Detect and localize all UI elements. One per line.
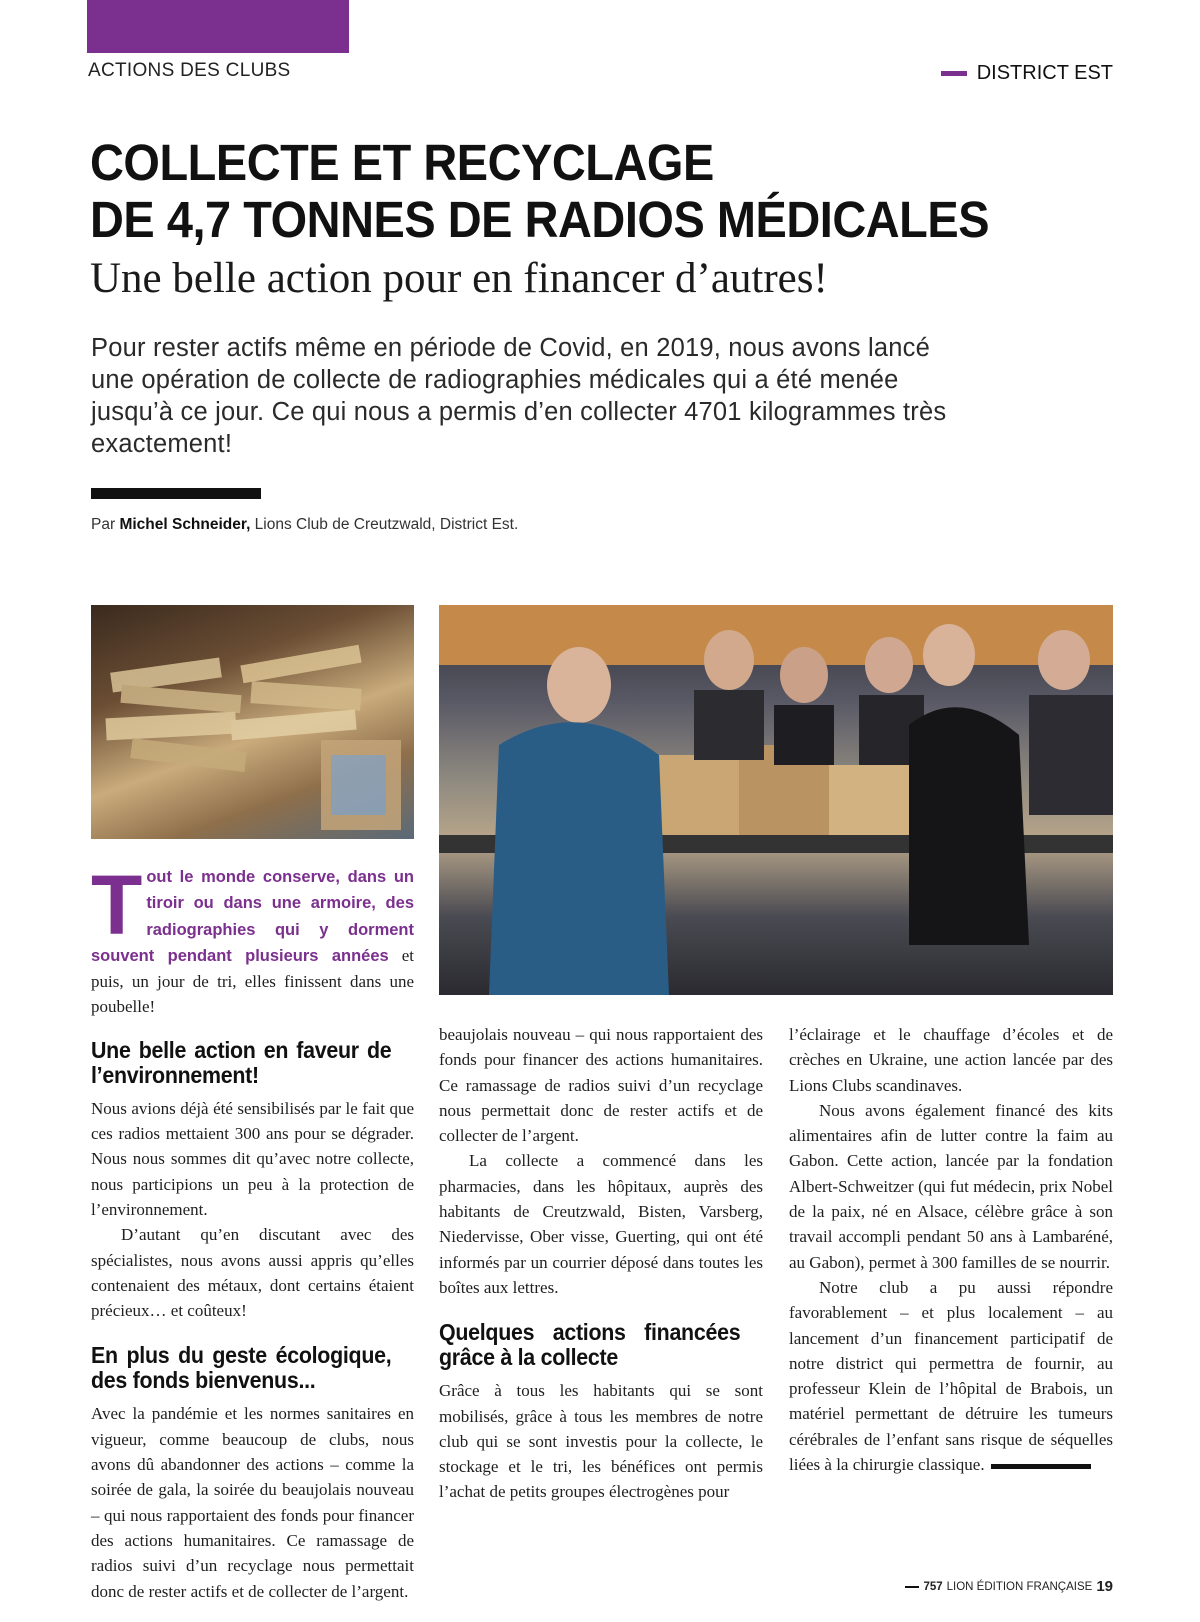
paragraph-actions-1-continued: l’éclairage et le chauffage d’écoles et de crèches en Ukraine, une action lancée par des Lions Clubs scandinaves. (789, 1025, 1113, 1095)
byline (91, 516, 518, 534)
article-title (90, 134, 1047, 248)
district-text: DISTRICT EST (976, 62, 1113, 84)
page-number: 19 (1096, 1578, 1113, 1595)
paragraph-collecte: La collecte a commencé dans les pharmacies, dans les hôpitaux, auprès des habitants de Creutzwald, Bisten, Varsberg, Niedervisse, Ober visse, Guerting, qui ont été informés par un courrier déposé dans toutes les boîtes aux lettres. (439, 1151, 763, 1297)
column-right (789, 1022, 1113, 1477)
photo-stacked-xrays (91, 605, 414, 839)
page-footer (905, 1578, 1113, 1595)
paragraph-actions-3-text: Notre club a pu aussi répondre favorablement – et plus localement – au lancement d’un financement participatif de notre district qui permettra de fournir, au professeur Klein de l’hôpital de Brabois, un matériel permettant de détruire les tumeurs cérébrales de l’enfant sans risque de séquelles liées à la chirurgie classique. (789, 1277, 1113, 1475)
intro-rest: et puis, un jour de tri, elles finissent dans une poubelle! (91, 945, 414, 1017)
byline-author: Michel Schneider, (119, 516, 251, 533)
heading-actions: Quelques actions financées grâce à la collecte (439, 1319, 741, 1371)
byline-club: Lions Club de Creutzwald, District Est. (250, 516, 519, 533)
district-label (941, 62, 1113, 85)
footer-dash (905, 1586, 919, 1588)
column-left (91, 858, 414, 1601)
heading-environment: Une belle action en faveur de l’environnement! (91, 1036, 392, 1088)
xray-stack-illustration (91, 605, 414, 839)
article-chapo: Pour rester actifs même en période de Covid, en 2019, nous avons lancé une opération de collecte de radiographies médicales qui a été menée jusqu’à ce jour. Ce qui nous a permis d’en collecter 4701 kilogrammes très exactement! (91, 334, 947, 458)
column-middle (439, 1022, 763, 1505)
paragraph-env-2: D’autant qu’en discutant avec des spécialistes, nous avons aussi appris qu’elles contenaient des métaux, dont certains étaient précieux… et coûteux! (91, 1225, 414, 1321)
byline-prefix: Par (91, 516, 120, 533)
paragraph-actions-1: Grâce à tous les habitants qui se sont mobilisés, grâce à tous les membres de notre club qui se sont investis pour la collecte, le stockage et le tri, les bénéfices ont permis l’achat de petits groupes électrogènes pour (439, 1381, 763, 1502)
paragraph-funds-continued: beaujolais nouveau – qui nous rapportaient des fonds pour financer des actions humanitaires. Ce ramassage de radios suivi d’un recyclage nous permettait donc de rester actifs et de collecter de l’argent. (439, 1025, 763, 1146)
footer-issue: 757 (923, 1580, 943, 1593)
photo-club-members (439, 605, 1113, 995)
heading-funds: En plus du geste écologique, des fonds bienvenus... (91, 1342, 392, 1394)
paragraph-env-1: Nous avions déjà été sensibilisés par le fait que ces radios mettaient 300 ans pour se dégrader. Nous nous sommes dit qu’avec notre collecte, nous participions un peu à la protection de l’environnement. (91, 1098, 414, 1219)
end-of-article-rule (991, 1464, 1091, 1469)
district-bar (941, 71, 967, 76)
paragraph-actions-3 (789, 1275, 1113, 1477)
article-subtitle: Une belle action pour en financer d’autres! (90, 255, 828, 302)
section-label: ACTIONS DES CLUBS (88, 60, 291, 81)
paragraph-funds-1: Avec la pandémie et les normes sanitaires en vigueur, comme beaucoup de clubs, nous avons dû abandonner des actions – comme la soirée de gala, la soirée du beaujolais nouveau – qui nous rapportaient des fonds pour financer des actions humanitaires. Ce ramassage de radios suivi d’un recyclage nous permettait donc de rester actifs et de collecter de l’argent. (91, 1404, 414, 1601)
footer-magazine: LION ÉDITION FRANÇAISE (946, 1580, 1093, 1593)
title-line-2: DE 4,7 TONNES DE RADIOS MÉDICALES (90, 191, 990, 248)
title-rule (91, 488, 261, 499)
title-line-1: COLLECTE ET RECYCLAGE (90, 134, 714, 191)
header-color-block (87, 0, 349, 53)
intro-lead: out le monde conserve, dans un tiroir ou dans une armoire, des radiographies qui y dorment souvent pendant plusieurs années (91, 868, 414, 965)
group-photo-illustration (439, 605, 1113, 995)
paragraph-actions-2: Nous avons également financé des kits alimentaires afin de lutter contre la faim au Gabon. Cette action, lancée par la fondation Albert-Schweitzer (qui fut médecin, prix Nobel de la paix, né en Alsace, célèbre grâce à son travail accompli pendant 50 ans à Lambaréné, au Gabon), permet à 300 familles de se nourrir. (789, 1100, 1113, 1272)
intro-paragraph (91, 858, 414, 1020)
dropcap: T (91, 858, 143, 952)
